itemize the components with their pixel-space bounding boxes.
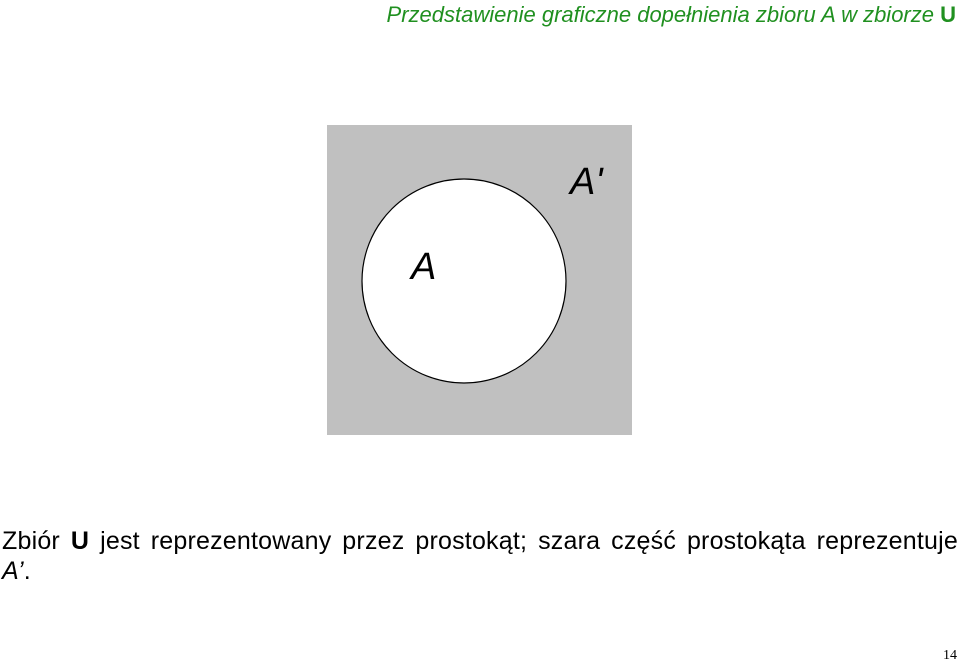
description-part1: Zbiór — [2, 527, 71, 555]
description-text — [2, 526, 958, 586]
complement-label: A' — [570, 161, 603, 203]
set-a-circle — [362, 179, 566, 383]
title-set-a: A — [821, 2, 835, 27]
venn-diagram — [327, 125, 632, 435]
title-text: Przedstawienie graficzne dopełnienia zbioru — [386, 2, 822, 27]
description-part3: . — [23, 557, 31, 585]
title-set-u: U — [940, 2, 956, 27]
description-set-u: U — [70, 527, 90, 555]
set-a-label: A — [411, 246, 437, 288]
description-part2: jest reprezentowany przez prostokąt; szara część prostokąta reprezentuje — [89, 527, 958, 555]
title-text-middle: w zbiorze — [834, 2, 941, 27]
page-title — [387, 2, 956, 28]
description-complement: A’ — [2, 557, 24, 585]
page-number: 14 — [943, 648, 957, 663]
